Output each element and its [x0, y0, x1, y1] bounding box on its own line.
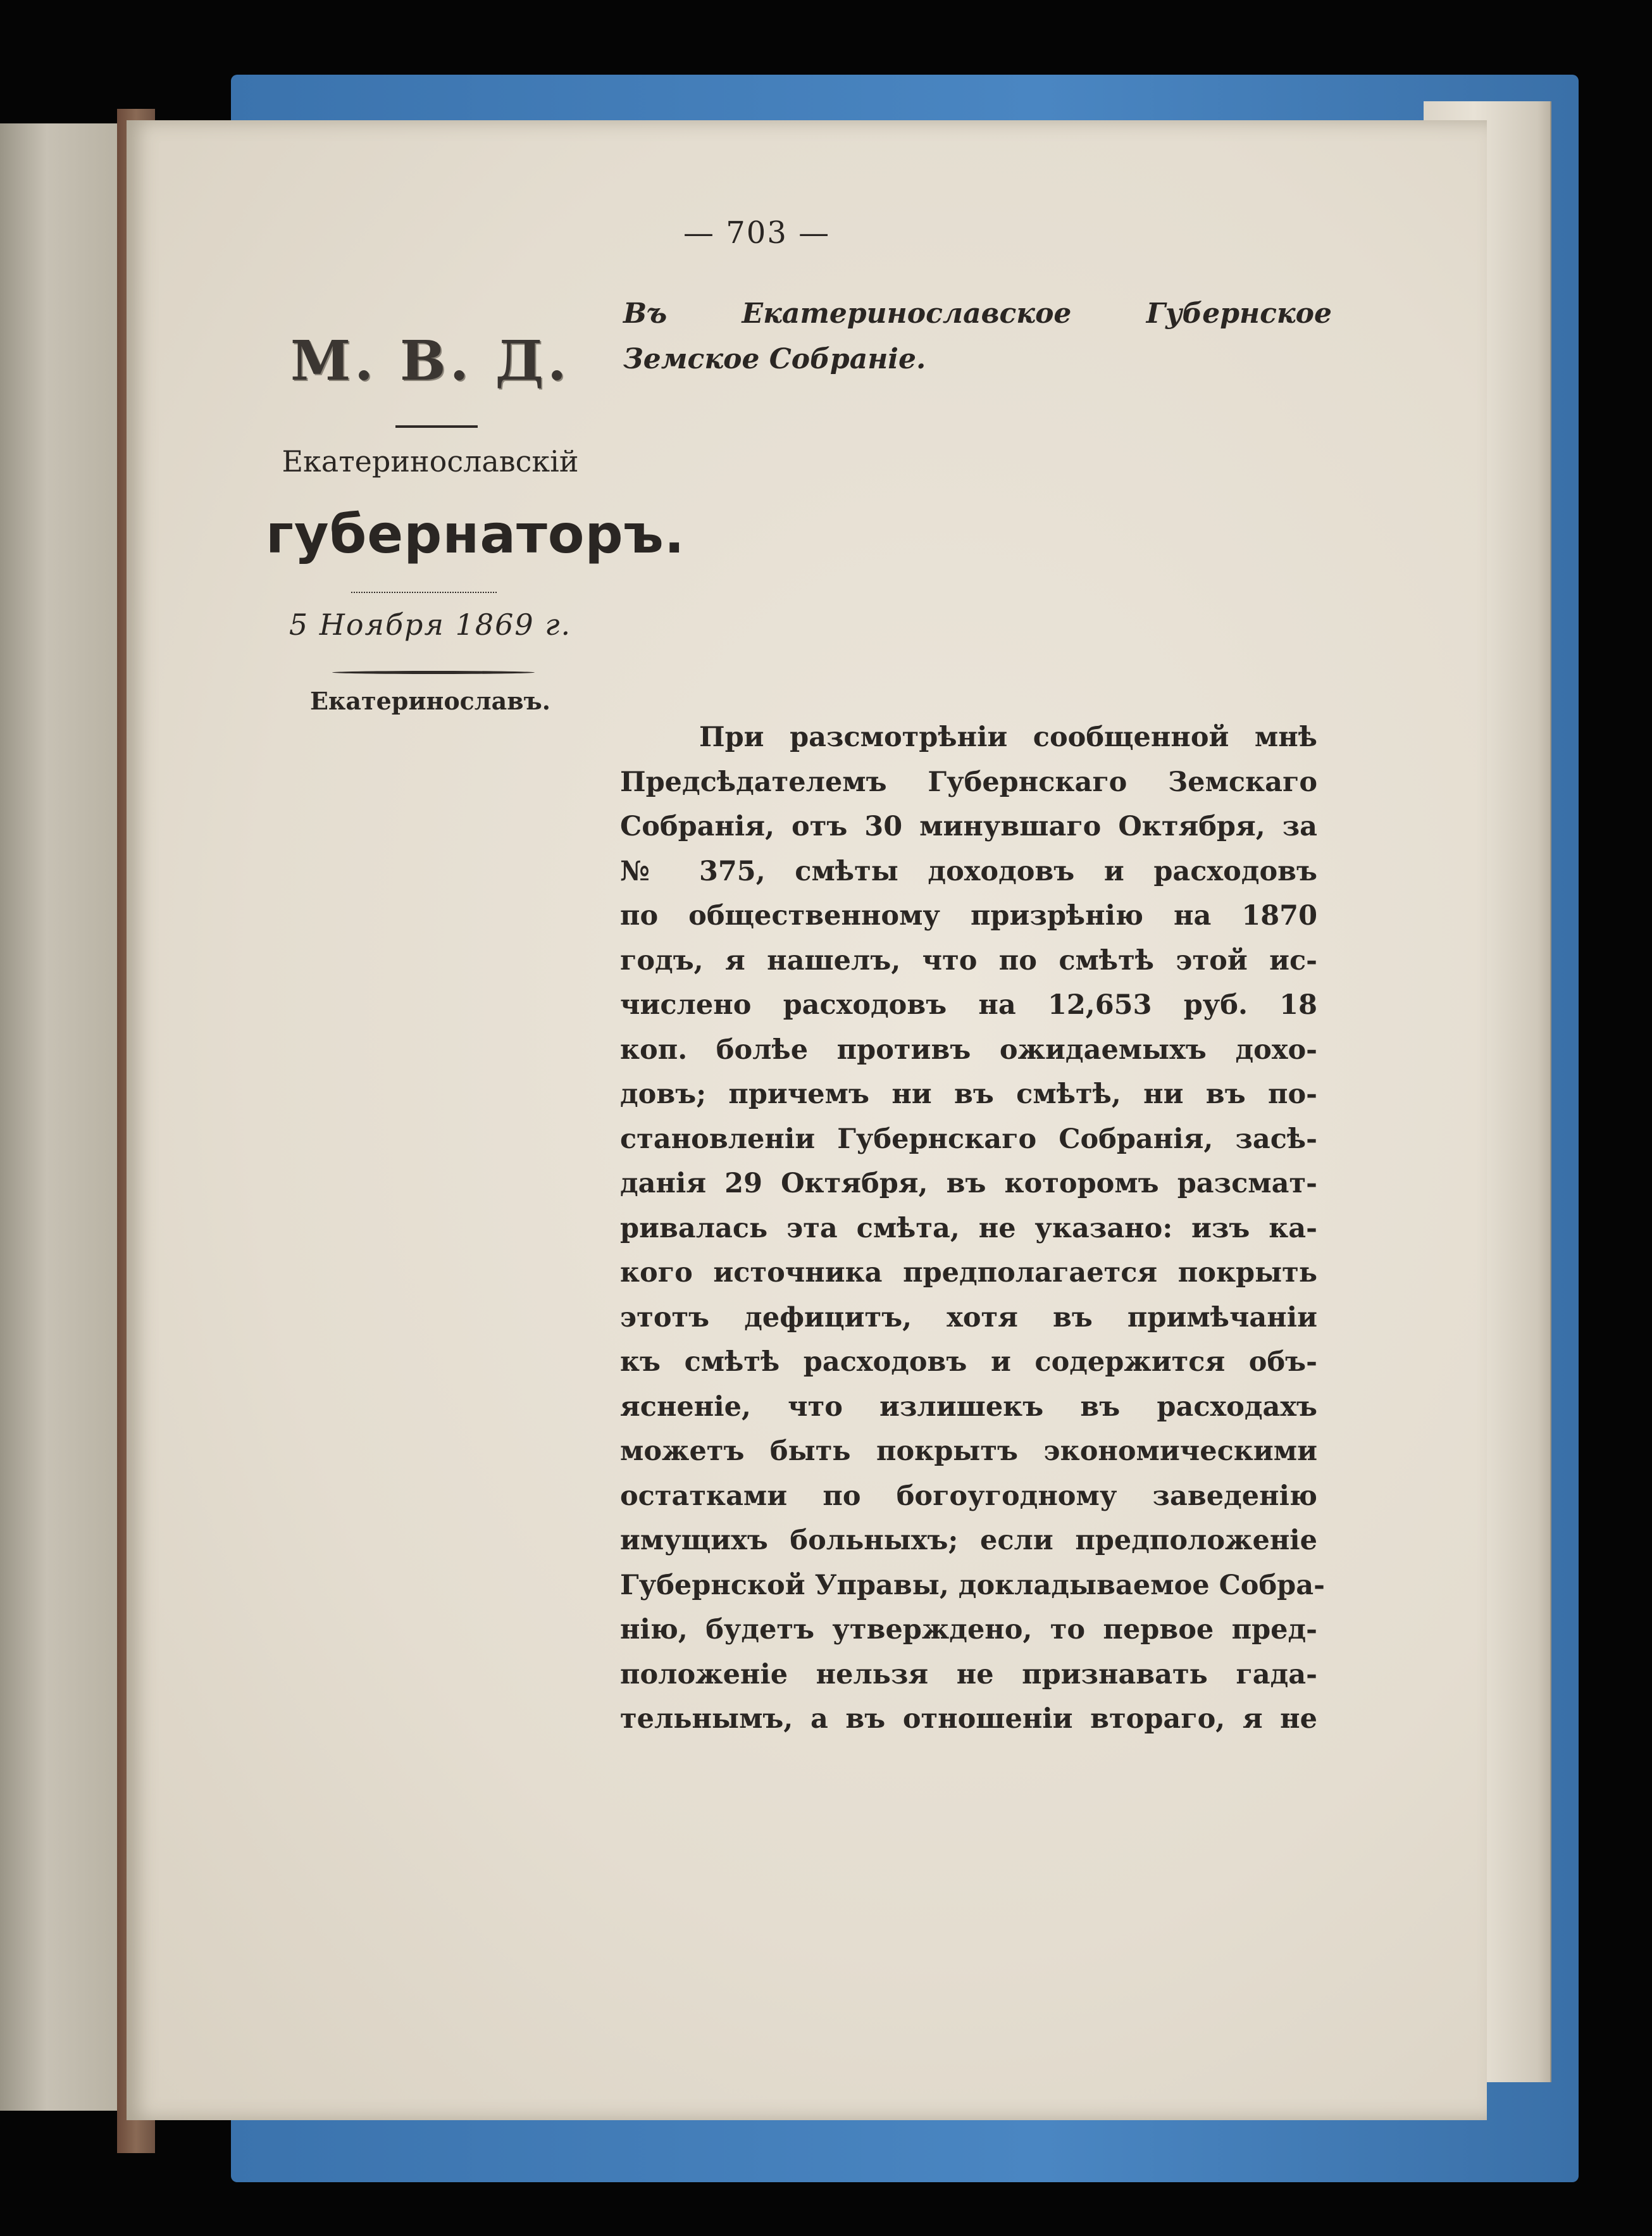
text-line: къ смѣтѣ расходовъ и содержится объ- [620, 1346, 1317, 1378]
facing-page [0, 123, 117, 2111]
text-line: Предсѣдателемъ Губернскаго Земскаго [620, 766, 1317, 798]
text-line: Собранія, отъ 30 минувшаго Октября, за [620, 811, 1317, 842]
letter-date: 5 Ноября 1869 г. [289, 608, 572, 642]
text-line: становленіи Губернскаго Собранія, засѣ- [620, 1123, 1317, 1155]
text-line: данія 29 Октября, въ которомъ разсмат- [620, 1168, 1317, 1199]
text-line: по общественному призрѣнію на 1870 [620, 900, 1317, 932]
text-line: Губернской Управы, докладываемое Собра- [620, 1569, 1325, 1601]
governor-title: губернаторъ. [266, 503, 685, 565]
text-line: № 375, смѣты доходовъ и расходовъ [620, 855, 1317, 887]
text-line: ривалась эта смѣта, не указано: изъ ка- [620, 1212, 1317, 1244]
text-line: довъ; причемъ ни въ смѣтѣ, ни въ по- [620, 1078, 1317, 1110]
addressee-line-2: Земское Собраніе. [623, 343, 926, 375]
page-number: — 703 — [683, 215, 831, 251]
ornament-divider [351, 592, 497, 593]
text-line: годъ, я нашелъ, что по смѣтѣ этой ис- [620, 944, 1317, 977]
text-line: остатками по богоугодному заведенію [620, 1480, 1317, 1512]
ministry-abbreviation: М. В. Д. [290, 329, 571, 393]
letter-place: Екатеринославъ. [310, 687, 550, 715]
text-line: числено расходовъ на 12,653 руб. 18 [620, 989, 1317, 1021]
ornament-swash [332, 671, 535, 674]
text-line: При разсмотрѣніи сообщенной мнѣ [699, 721, 1317, 753]
letter-body [620, 715, 1325, 1742]
text-line: кого источника предполагается покрыть [620, 1257, 1317, 1289]
text-line: положеніе нельзя не признавать гада- [620, 1658, 1317, 1690]
text-line: коп. болѣе противъ ожидаемыхъ дохо- [620, 1034, 1317, 1066]
text-line: можетъ быть покрытъ экономическими [620, 1435, 1317, 1467]
text-line: ясненіе, что излишекъ въ расходахъ [620, 1390, 1317, 1423]
text-line: тельнымъ, а въ отношеніи втораго, я не [620, 1703, 1317, 1735]
text-line: нію, будетъ утверждено, то первое пред- [620, 1614, 1317, 1646]
addressee-heading [623, 291, 1332, 382]
ornament-divider [395, 425, 478, 428]
governor-office: Екатеринославскій [282, 444, 579, 478]
text-line: имущихъ больныхъ; если предположеніе [620, 1525, 1317, 1556]
addressee-line-1: Въ Екатеринославское Губернское [623, 297, 1332, 330]
text-line: этотъ дефицитъ, хотя въ примѣчаніи [620, 1301, 1317, 1333]
